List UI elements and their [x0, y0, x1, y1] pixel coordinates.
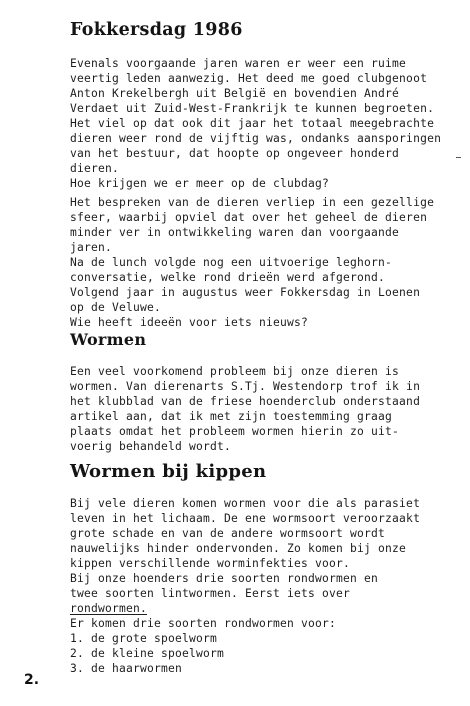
fokkersdag-line: conversatie, welke rond drieën werd afgerond.: [70, 271, 386, 284]
fokkersdag-line: jaren.: [70, 241, 113, 254]
wormen-line: het klubblad van de friese hoenderclub onderstaand: [70, 395, 421, 408]
heading-wormen: Wormen: [70, 330, 147, 349]
wormen-line: artikel aan, dat ik met zijn toestemming graag: [70, 410, 393, 423]
list-item: 1. de grote spoelworm: [70, 632, 218, 645]
fokkersdag-line: Het viel op dat ook dit jaar het totaal meegebrachte: [70, 117, 435, 130]
kippen-line: nauwelijks hinder ondervonden. Zo komen bij onze: [70, 542, 407, 555]
kippen-line-underlined: rondwormen.: [70, 602, 148, 615]
margin-mark: [456, 157, 461, 158]
kippen-line: Er komen drie soorten rondwormen voor:: [70, 617, 337, 630]
fokkersdag-line: Hoe krijgen we er meer op de clubdag?: [70, 177, 330, 190]
wormen-line: wormen. Van dierenarts S.Tj. Westendorp trof ik in: [70, 380, 421, 393]
wormen-line: plaats omdat het probleem wormen hierin zo uit-: [70, 425, 400, 438]
heading-wormen-bij-kippen: Wormen bij kippen: [70, 461, 267, 482]
kippen-line: leven in het lichaam. De ene wormsoort veroorzaakt: [70, 512, 421, 525]
fokkersdag-line: veertig leden aanwezig. Het deed me goed clubgenoot: [70, 72, 428, 85]
kippen-line: grote schade en van de andere wormsoort wordt: [70, 527, 386, 540]
page-number: 2.: [24, 672, 40, 688]
fokkersdag-line: op de Veluwe.: [70, 301, 162, 314]
fokkersdag-line: van het bestuur, dat hoopte op ongeveer honderd: [70, 147, 400, 160]
kippen-line: Bij vele dieren komen wormen voor die als parasiet: [70, 497, 421, 510]
wormen-line: Een veel voorkomend probleem bij onze dieren is: [70, 365, 400, 378]
fokkersdag-line: Het bespreken van de dieren verliep in een gezellige: [70, 196, 435, 209]
fokkersdag-line: Wie heeft ideeën voor iets nieuws?: [70, 316, 309, 329]
list-item: 3. de haarwormen: [70, 662, 183, 675]
fokkersdag-line: dieren weer rond de vijftig was, ondanks aansporingen: [70, 132, 442, 145]
kippen-line: Bij onze hoenders drie soorten rondwormen en: [70, 572, 379, 585]
fokkersdag-line: Volgend jaar in augustus weer Fokkersdag in Loenen: [70, 286, 421, 299]
fokkersdag-line: dieren.: [70, 162, 120, 175]
fokkersdag-line: Evenals voorgaande jaren waren er weer een ruime: [70, 57, 407, 70]
kippen-line: twee soorten lintwormen. Eerst iets over: [70, 587, 351, 600]
fokkersdag-line: Anton Krekelbergh uit België en bovendien André: [70, 87, 400, 100]
kippen-line: kippen verschillende worminfekties voor.: [70, 557, 351, 570]
fokkersdag-line: sfeer, waarbij opviel dat over het geheel de dieren: [70, 211, 428, 224]
fokkersdag-line: Na de lunch volgde nog een uitvoerige leghorn-: [70, 256, 393, 269]
fokkersdag-line: minder ver in ontwikkeling waren dan voorgaande: [70, 226, 400, 239]
fokkersdag-line: Verdaet uit Zuid-West-Frankrijk te kunnen begroeten.: [70, 102, 435, 115]
list-item: 2. de kleine spoelworm: [70, 647, 225, 660]
heading-fokkersdag: Fokkersdag 1986: [70, 20, 243, 40]
wormen-line: voerig behandeld wordt.: [70, 440, 232, 453]
